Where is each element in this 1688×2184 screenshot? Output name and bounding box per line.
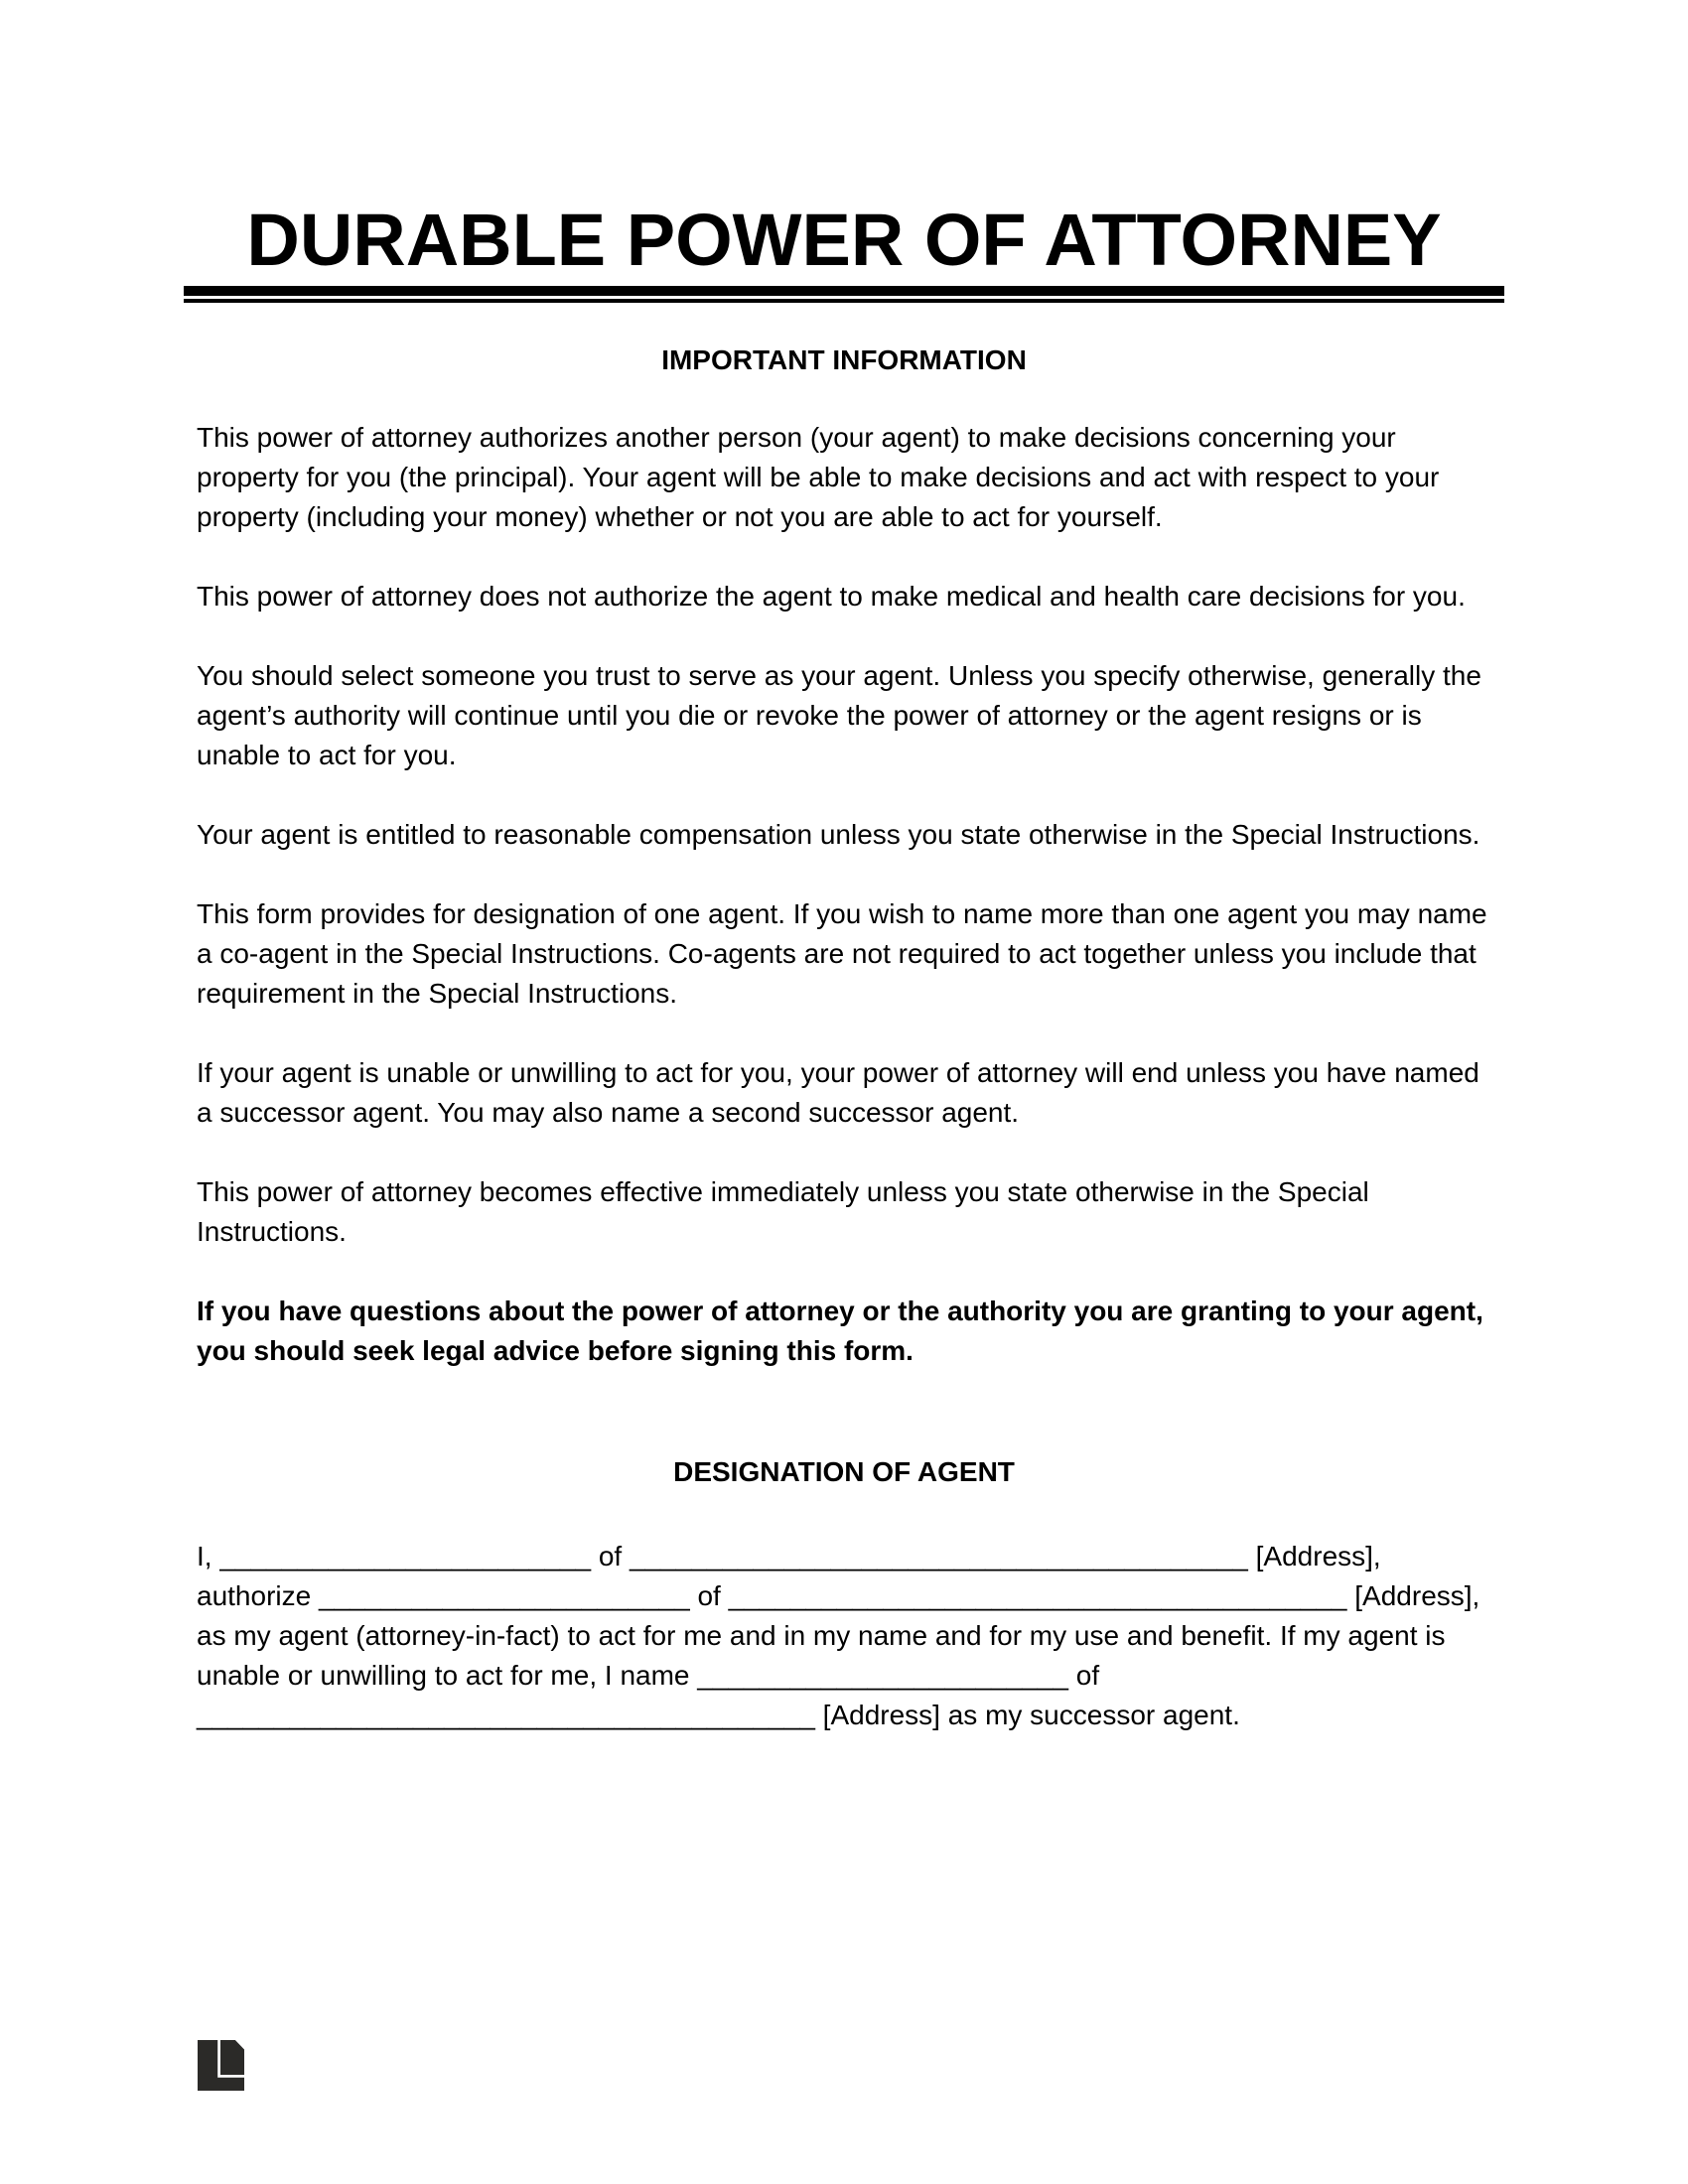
info-paragraph-successor: If your agent is unable or unwilling to act for you, your power of attorney will end unless you have named a successor agent. You may also name a second successor agent. — [197, 1057, 1479, 1128]
designation-line-principal: I, ________________________ of ________________________________________ [Address], — [197, 1541, 1381, 1571]
section-important-information — [197, 341, 1491, 1371]
legal-advice-notice: If you have questions about the power of attorney or the authority you are granting to your agent, you should seek legal advice before signing this form. — [197, 1296, 1483, 1366]
document-title: DURABLE POWER OF ATTORNEY — [246, 199, 1442, 281]
info-paragraph-select-agent: You should select someone you trust to serve as your agent. Unless you specify otherwise, generally the agent’s authority will continue until you die or revoke the power of attorney or the agent resigns or is unable to act for you. — [197, 660, 1481, 770]
logo-document-shape-icon — [220, 2040, 244, 2075]
designation-line-powers: as my agent (attorney-in-fact) to act for me and in my name and for my use and benefit. If my agent is — [197, 1620, 1446, 1651]
section-designation-of-agent — [197, 1452, 1491, 1735]
info-paragraph-authorizes: This power of attorney authorizes another person (your agent) to make decisions concerning your property for you (the principal). Your agent will be able to make decisions and act with respect to your property (including your money) whether or not you are able to act for yourself. — [197, 422, 1440, 532]
info-paragraph-compensation: Your agent is entitled to reasonable compensation unless you state otherwise in the Special Instructions. — [197, 819, 1480, 850]
info-paragraph-no-medical: This power of attorney does not authorize the agent to make medical and health care decisions for you. — [197, 581, 1466, 612]
info-paragraph-effective-immediately: This power of attorney becomes effective immediately unless you state otherwise in the Special Instructions. — [197, 1176, 1369, 1247]
important-information-heading: IMPORTANT INFORMATION — [661, 344, 1027, 375]
designation-line-agent: authorize ________________________ of ________________________________________ [Address], — [197, 1580, 1480, 1611]
title-rule-thin-line — [184, 299, 1504, 303]
info-paragraph-one-agent: This form provides for designation of one agent. If you wish to name more than one agent you may name a co-agent in the Special Instructions. Co-agents are not required to act together unless you include that requirement in the Special Instructions. — [197, 898, 1487, 1009]
title-rule-thick-line — [184, 286, 1504, 296]
legal-templates-logo — [198, 2040, 244, 2091]
title-rule — [184, 286, 1504, 303]
designation-line-successor-address: ________________________________________ [Address] as my successor agent. — [197, 1700, 1240, 1730]
designation-of-agent-heading: DESIGNATION OF AGENT — [673, 1456, 1015, 1487]
designation-line-successor-name: unable or unwilling to act for me, I name ________________________ of — [197, 1660, 1100, 1691]
